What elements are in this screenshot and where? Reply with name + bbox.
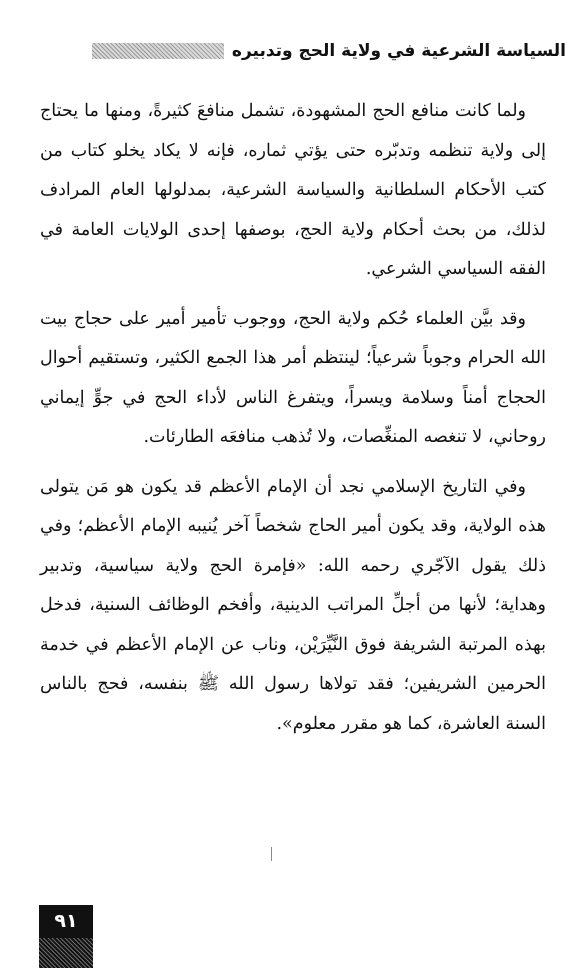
page-number: ٩١: [54, 910, 78, 932]
paragraph-1: ولما كانت منافع الحج المشهودة، تشمل منافعَ كثيرةً، ومنها ما يحتاج إلى ولاية تنظمه وتدبّره حتى يؤتي ثماره، فإنه لا يكاد يخلو كتاب من كتب الأحكام السلطانية والسياسة الشرعية، بمدلولها العام المرادف لذلك، من بحث أحكام ولاية الحج، بوصفها إحدى الولايات العامة في الفقه السياسي الشرعي.: [40, 101, 546, 279]
center-tick-mark: [271, 847, 272, 861]
page-number-box: [39, 905, 93, 968]
body-text: [40, 92, 546, 744]
header-hatched-rule: [92, 43, 224, 59]
running-header-title: السياسة الشرعية في ولاية الحج وتدبيره: [231, 41, 566, 61]
paragraph-3: وفي التاريخ الإسلامي نجد أن الإمام الأعظم قد يكون هو مَن يتولى هذه الولاية، وقد يكون أمير الحاج شخصاً آخر يُنيبه الإمام الأعظم؛ وفي ذلك يقول الآجّري رحمه الله: «فإمرة الحج ولاية سياسية، وتدبير وهداية؛ لأنها من أجلِّ المراتب الدينية، وأفخم الوظائف السنية، فدخل بهذه المرتبة الشريفة فوق النَّيِّرَيْن، وناب عن الإمام الأعظم في خدمة الحرمين الشريفين؛ فقد تولاها رسول الله ﷺ بنفسه، فحج بالناس السنة العاشرة، كما هو مقرر معلوم».: [40, 476, 546, 734]
paragraph-2: وقد بيَّن العلماء حُكم ولاية الحج، ووجوب تأمير أمير على حجاج بيت الله الحرام وجوباً شرعياً؛ لينتظم أمر هذا الجمع الكثير، وتستقيم أحوال الحجاج أمناً وسلامة ويسراً، ويتفرغ الناس لأداء الحج في جوٍّ إيماني روحاني، لا تنغصه المنغِّصات، ولا تُذهب منافعَه الطارئات.: [40, 308, 546, 447]
running-header: [92, 36, 566, 66]
